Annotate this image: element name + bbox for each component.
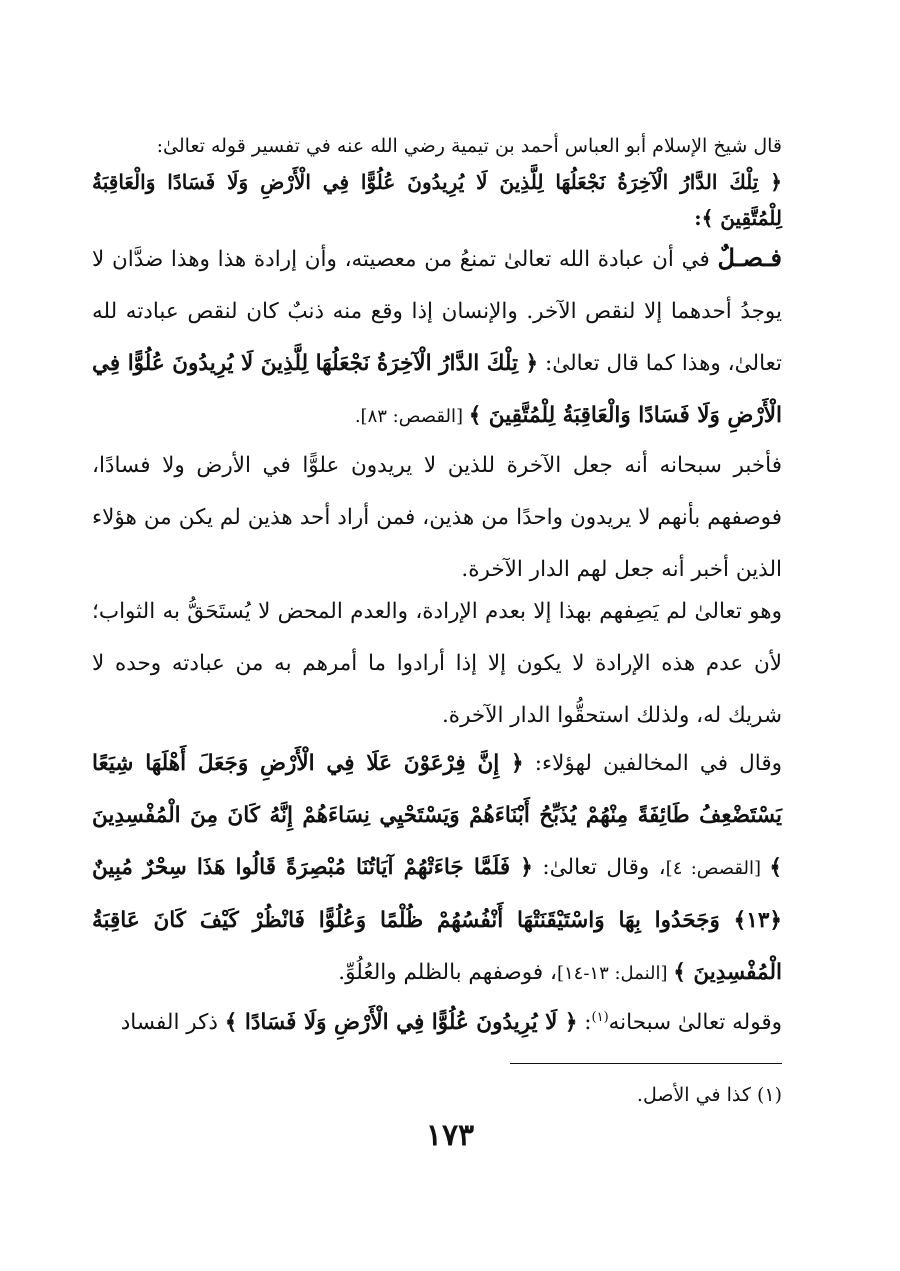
paragraph-4-verse-1: ﴿ إِنَّ فِرْعَوْنَ عَلَا فِي الْأَرْضِ وَجَعَلَ أَهْلَهَا شِيَعًا يَسْتَضْعِفُ طَائِفَةً مِنْهُمْ يُذَبِّحُ أَبْنَاءَهُمْ وَيَسْتَحْيِي نِسَاءَهُمْ إِنَّهُ كَانَ مِنَ الْمُفْسِدِينَ ﴾: [92, 751, 782, 880]
paragraph-5-text-3: ذكر الفساد: [120, 1010, 225, 1036]
paragraph-4-text-3: ، فوصفهم بالظلم والعُلُوِّ.: [338, 960, 557, 985]
footnote: [637, 1080, 782, 1110]
paragraph-1-text: في أن عبادة الله تعالىٰ تمنعُ من معصيته، وأن إرادة هذا وهذا ضدَّان لا يوجدُ أحدهما إلا لنقص الآخر. والإنسان إذا وقع منه ذنبٌ كان لنقص عبادته لله تعالىٰ، وهذا كما قال تعالىٰ:: [92, 247, 782, 376]
intro-text: قال شيخ الإسلام أبو العباس أحمد بن تيمية رضي الله عنه في تفسير قوله تعالىٰ:: [156, 135, 782, 157]
paragraph-4-text-2: ، وقال تعالىٰ:: [532, 855, 666, 880]
footnote-divider: [510, 1063, 782, 1064]
paragraph-5-text-1: وقوله تعالىٰ سبحانه: [608, 1010, 782, 1036]
intro-verse: ﴿ تِلْكَ الدَّارُ الْآخِرَةُ نَجْعَلُهَا لِلَّذِينَ لَا يُرِيدُونَ عُلُوًّا فِي الْأَرْضِ وَلَا فَسَادًا وَالْعَاقِبَةُ لِلْمُتَّقِينَ ﴾:: [92, 170, 782, 230]
footnote-text: كذا في الأصل.: [636, 1084, 751, 1106]
paragraph-3-text: وهو تعالىٰ لم يَصِفهم بهذا إلا بعدم الإرادة، والعدم المحض لا يُستَحَقُّ به الثواب؛ لأن عدم هذه الإرادة لا يكون إلا إذا أرادوا ما أمرهم به من عبادته وحده لا شريك له، ولذلك استحقُّوا الدار الآخرة.: [92, 599, 782, 728]
page-number: ١٧٣: [425, 1118, 475, 1153]
paragraph-4-reference-1: [القصص: ٤]: [665, 858, 770, 879]
paragraph-4-text-1: وقال في المخالفين لهؤلاء:: [523, 751, 782, 776]
paragraph-5: [92, 992, 782, 1049]
paragraph-3: [92, 586, 782, 742]
paragraph-5-text-2: :: [577, 1010, 592, 1036]
paragraph-1-verse: ﴿ تِلْكَ الدَّارُ الْآخِرَةُ نَجْعَلُهَا لِلَّذِينَ لَا يُرِيدُونَ عُلُوًّا فِي الْأَرْضِ وَلَا فَسَادًا وَالْعَاقِبَةُ لِلْمُتَّقِينَ ﴾: [92, 351, 782, 428]
paragraph-1: [92, 232, 782, 443]
paragraph-4: [92, 738, 782, 1000]
footnote-number: (١): [756, 1084, 782, 1106]
paragraph-5-verse: ﴿ لَا يُرِيدُونَ عُلُوًّا فِي الْأَرْضِ وَلَا فَسَادًا ﴾: [224, 1010, 578, 1036]
paragraph-2-text: فأخبر سبحانه أنه جعل الآخرة للذين لا يريدون علوًّا في الأرض ولا فسادًا، فوصفهم بأنهم لا يريدون واحدًا من هذين، فمن أراد أحد هذين لم يكن من هؤلاء الذين أخبر أنه جعل لهم الدار الآخرة.: [92, 453, 782, 582]
paragraph-4-reference-2: [النمل: ١٣-١٤]: [556, 963, 674, 984]
intro-heading: [92, 128, 782, 236]
paragraph-2: [92, 440, 782, 596]
section-lead-word: فـصـلٌ: [717, 243, 782, 272]
footnote-marker[interactable]: (١): [591, 1010, 609, 1025]
paragraph-1-reference: [القصص: ٨٣].: [354, 406, 469, 427]
paragraph-4-verse-2: ﴿ فَلَمَّا جَاءَتْهُمْ آيَاتُنَا مُبْصِرَةً قَالُوا هَذَا سِحْرٌ مُبِينٌ ﴿١٣﴾ وَجَحَدُوا بِهَا وَاسْتَيْقَنَتْهَا أَنْفُسُهُمْ ظُلْمًا وَعُلُوًّا فَانْظُرْ كَيْفَ كَانَ عَاقِبَةُ الْمُفْسِدِينَ ﴾: [92, 855, 782, 985]
